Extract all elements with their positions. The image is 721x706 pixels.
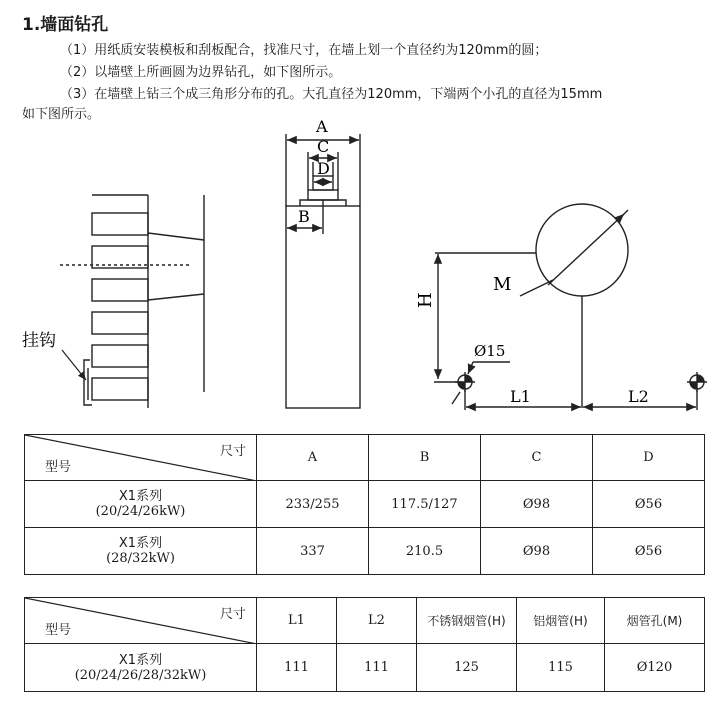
model-power: (20/24/26/28/32kW) (74, 667, 207, 683)
table-cell: 210.5 (369, 528, 481, 575)
table-cell: Ø56 (593, 481, 705, 528)
model-power: (20/24/26kW) (95, 504, 186, 519)
table-cell: 111 (257, 644, 337, 692)
table-row (25, 528, 705, 575)
table-row (25, 644, 705, 692)
model-cell (25, 644, 257, 692)
dim-l1-label: L1 (510, 387, 531, 406)
dimension-table-2 (24, 597, 705, 692)
column-header: 铝烟管(H) (517, 598, 605, 644)
table-cell: Ø98 (481, 481, 593, 528)
step-1-text: （1）用纸质安装模板和刮板配合，找准尺寸，在墙上划一个直径约为120mm的圆； (60, 43, 548, 58)
table-cell: Ø98 (481, 528, 593, 575)
hook-label: 挂钩 (22, 331, 56, 351)
step-3-text: （3）在墙壁上钻三个成三角形分布的孔。大孔直径为120mm，下端两个小孔的直径为15mm (60, 87, 603, 102)
corner-size-label: 尺寸 (219, 607, 246, 622)
corner-model-label: 型号 (45, 623, 72, 638)
column-header: A (257, 435, 369, 481)
step-3-continued-text: 如下图所示。 (22, 107, 101, 122)
dim-m-label: M (493, 274, 512, 295)
dim-a-label: A (316, 117, 328, 136)
column-header: L2 (337, 598, 417, 644)
dim-hole-label: Ø15 (474, 342, 506, 360)
table-cell: Ø120 (605, 644, 705, 692)
corner-model-label: 型号 (45, 460, 72, 475)
column-header: L1 (257, 598, 337, 644)
table-corner-cell (25, 435, 257, 481)
section-heading: 1.墙面钻孔 (22, 15, 109, 35)
model-cell (25, 528, 257, 575)
table-header-row (25, 435, 705, 481)
dimension-table-1 (24, 434, 705, 575)
column-header: B (369, 435, 481, 481)
wall-side-view (60, 195, 204, 408)
table-cell: 117.5/127 (369, 481, 481, 528)
column-header: D (593, 435, 705, 481)
model-cell (25, 481, 257, 528)
column-header: 不锈钢烟管(H) (417, 598, 517, 644)
table-row (25, 481, 705, 528)
table-corner-cell (25, 598, 257, 644)
table-cell: 125 (417, 644, 517, 692)
model-name: X1系列 (118, 536, 163, 551)
dim-l2-label: L2 (628, 387, 649, 406)
table-cell: 337 (257, 528, 369, 575)
corner-size-label: 尺寸 (219, 444, 246, 459)
model-name: X1系列 (118, 489, 163, 504)
dim-b-label: B (298, 207, 310, 226)
column-header: C (481, 435, 593, 481)
model-name: X1系列 (118, 652, 163, 668)
dim-d-label: D (317, 159, 330, 178)
table-header-row (25, 598, 705, 644)
model-power: (28/32kW) (106, 551, 175, 566)
dim-h-label: H (415, 292, 436, 308)
table-cell: Ø56 (593, 528, 705, 575)
hole-layout-view (434, 204, 707, 410)
table-cell: 233/255 (257, 481, 369, 528)
table-cell: 111 (337, 644, 417, 692)
column-header: 烟管孔(M) (605, 598, 705, 644)
step-2-text: （2）以墙壁上所画圆为边界钻孔，如下图所示。 (60, 65, 342, 80)
dim-c-label: C (317, 137, 330, 156)
table-cell: 115 (517, 644, 605, 692)
